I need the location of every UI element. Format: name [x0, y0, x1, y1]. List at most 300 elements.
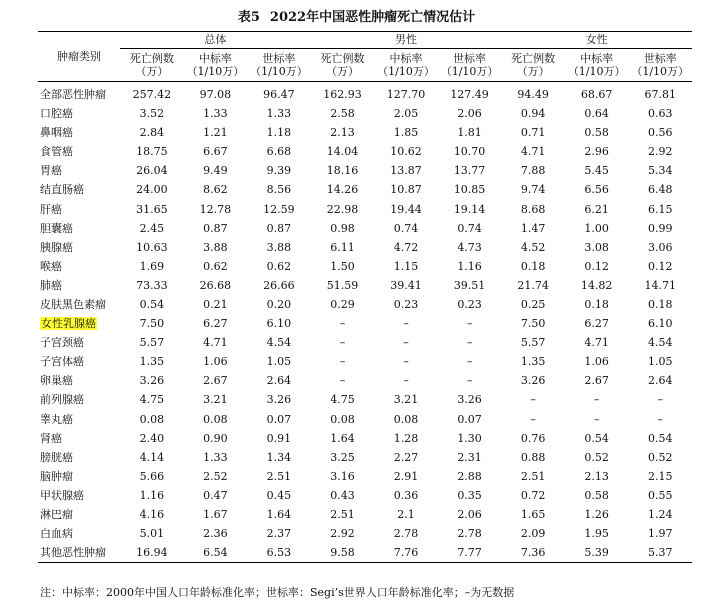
table-cell: 2.36	[203, 527, 228, 541]
table-cell: 4.73	[457, 240, 482, 254]
column-header-unit: （1/10万）	[440, 65, 499, 78]
table-cell: 12.78	[199, 202, 232, 216]
table-cell: 1.35	[139, 355, 165, 369]
table-cell: 0.20	[266, 297, 292, 311]
table-cell: 0.52	[584, 450, 609, 464]
column-header-unit: （1/10万）	[567, 65, 626, 78]
table-cell: 51.59	[326, 278, 359, 292]
table-cell: 0.52	[647, 450, 673, 464]
table-row	[38, 543, 692, 563]
row-label-text: 卵巢癌	[40, 374, 73, 388]
row-label-text: 鼻咽癌	[40, 126, 73, 140]
row-label-text: 食管癌	[40, 145, 73, 159]
table-cell: 14.82	[580, 278, 613, 292]
table-cell: 3.88	[203, 240, 228, 254]
table-cell: 5.57	[139, 336, 165, 350]
column-header	[311, 49, 375, 82]
table-cell: 2.52	[203, 469, 228, 483]
row-label	[38, 295, 120, 314]
table-cell: –	[530, 393, 536, 407]
table-cell: –	[657, 412, 663, 426]
table-cell: 2.88	[457, 469, 482, 483]
column-header-unit: （1/10万）	[631, 65, 690, 78]
table-cell: 0.23	[457, 297, 482, 311]
row-label	[38, 391, 120, 410]
table-row	[38, 219, 692, 238]
table-cell: 10.85	[453, 183, 486, 197]
table-cell: 3.25	[330, 450, 355, 464]
table-cell: 1.64	[266, 508, 292, 522]
table-cell: 2.27	[393, 450, 419, 464]
table-cell: 2.64	[266, 374, 292, 388]
table-cell: 26.68	[199, 278, 232, 292]
table-row	[38, 82, 692, 105]
table-cell: 1.95	[584, 527, 609, 541]
table-cell: 0.58	[584, 126, 609, 140]
table-cell: 5.45	[584, 164, 609, 178]
table-cell: 3.26	[520, 374, 546, 388]
table-cell: 68.67	[580, 87, 613, 101]
table-cell: 2.1	[397, 508, 415, 522]
column-header-metric: 世标率	[262, 51, 296, 65]
column-header-metric: 死亡例数	[320, 51, 365, 65]
row-label-text: 皮肤黑色素瘤	[40, 297, 106, 311]
table-caption-label: 表5	[237, 10, 260, 25]
table-cell: 1.67	[203, 508, 228, 522]
table-cell: 2.45	[139, 221, 165, 235]
table-row	[38, 410, 692, 429]
table-cell: 2.06	[457, 508, 482, 522]
row-label	[38, 429, 120, 448]
table-row	[38, 524, 692, 543]
table-cell: 0.64	[584, 107, 609, 121]
table-cell: 2.96	[584, 145, 609, 159]
table-cell: 73.33	[136, 278, 168, 292]
table-cell: –	[530, 412, 536, 426]
table-cell: –	[403, 317, 409, 331]
row-label	[38, 505, 120, 524]
table-cell: 7.77	[438, 543, 502, 563]
row-label	[38, 276, 120, 295]
table-cell: 1.05	[647, 355, 673, 369]
column-header-metric: 中标率	[198, 51, 232, 65]
table-cell: 2.09	[520, 527, 546, 541]
table-cell: 0.23	[393, 297, 419, 311]
row-label	[38, 333, 120, 352]
table-cell: 0.72	[520, 488, 546, 502]
table-cell: 0.21	[203, 297, 228, 311]
table-cell: 127.70	[386, 87, 426, 101]
table-cell: 0.12	[584, 259, 609, 273]
column-header	[184, 49, 248, 82]
table-cell: 3.21	[393, 393, 419, 407]
table-cell: –	[466, 355, 473, 369]
table-row	[38, 123, 692, 142]
table-cell: 1.18	[266, 126, 292, 140]
table-cell: 1.00	[584, 221, 609, 235]
table-cell: 39.51	[453, 278, 486, 292]
table-cell: 2.67	[203, 374, 228, 388]
table-row	[38, 180, 692, 199]
column-header-unit: （万）	[135, 65, 169, 78]
table-cell: 96.47	[263, 87, 295, 101]
table-cell: –	[403, 374, 409, 388]
table-cell: 19.44	[390, 202, 422, 216]
table-cell: 4.16	[139, 508, 165, 522]
table-cell: 0.08	[330, 412, 355, 426]
table-cell: 7.88	[520, 164, 546, 178]
table-footnote: 注：中标率：2000年中国人口年龄标准化率；世标率：Segi’s世界人口年龄标准化率；–为无数据	[40, 586, 515, 599]
row-label-text: 肾癌	[40, 431, 62, 445]
table-cell: 0.08	[203, 412, 228, 426]
column-header-metric: 死亡例数	[511, 51, 556, 65]
column-header	[374, 49, 438, 82]
row-label	[38, 219, 120, 238]
table-cell: 2.13	[584, 469, 609, 483]
table-cell: 9.39	[266, 164, 292, 178]
table-cell: 2.06	[457, 107, 482, 121]
row-label-text: 胰腺癌	[40, 240, 73, 254]
table-cell: –	[403, 355, 409, 369]
table-cell: 0.94	[520, 107, 546, 121]
table-cell: 257.42	[132, 87, 172, 101]
table-cell: 0.07	[266, 412, 292, 426]
table-cell: 0.99	[647, 221, 673, 235]
table-cell: –	[466, 317, 473, 331]
row-label-text: 结直肠癌	[40, 183, 84, 197]
table-cell: 6.67	[203, 145, 228, 159]
row-label	[38, 200, 120, 219]
row-label	[38, 82, 120, 105]
row-label-text: 胃癌	[40, 164, 62, 178]
row-label-text: 全部恶性肿瘤	[40, 87, 106, 101]
table-cell: 2.92	[647, 145, 673, 159]
table-cell: 2.84	[139, 126, 165, 140]
row-label-text: 淋巴瘤	[40, 508, 73, 522]
table-cell: 2.51	[266, 469, 292, 483]
table-row	[38, 200, 692, 219]
table-cell: 3.26	[139, 374, 165, 388]
row-label	[38, 142, 120, 161]
table-cell: 2.78	[393, 527, 419, 541]
table-cell: 8.62	[203, 183, 228, 197]
row-label	[38, 524, 120, 543]
table-cell: 6.11	[330, 240, 355, 254]
mortality-table	[38, 31, 692, 563]
table-cell: 31.65	[136, 202, 168, 216]
table-cell: 1.64	[330, 431, 355, 445]
row-label	[38, 467, 120, 486]
table-cell: 0.47	[203, 488, 228, 502]
table-cell: 4.71	[520, 145, 546, 159]
table-cell: 16.94	[120, 543, 184, 563]
table-cell: 1.30	[457, 431, 482, 445]
table-cell: 39.41	[390, 278, 422, 292]
row-label-text: 喉癌	[40, 259, 62, 273]
table-cell: 162.93	[323, 87, 362, 101]
table-cell: 26.66	[263, 278, 295, 292]
table-cell: 2.91	[393, 469, 419, 483]
table-cell: 1.33	[203, 450, 228, 464]
group-header-female: 女性	[501, 32, 692, 49]
table-cell: 13.77	[453, 164, 486, 178]
table-cell: 1.33	[203, 107, 228, 121]
table-cell: 3.16	[330, 469, 355, 483]
table-cell: 14.71	[644, 278, 676, 292]
table-cell: –	[466, 374, 473, 388]
table-cell: 0.07	[457, 412, 482, 426]
table-cell: –	[339, 355, 346, 369]
table-cell: 0.62	[266, 259, 292, 273]
table-cell: 8.56	[266, 183, 292, 197]
table-cell: 13.87	[390, 164, 422, 178]
table-cell: 0.08	[393, 412, 419, 426]
table-cell: 14.26	[326, 183, 359, 197]
table-caption	[0, 6, 713, 25]
table-cell: 18.75	[136, 145, 168, 159]
row-label	[38, 238, 120, 257]
column-header-unit: （1/10万）	[377, 65, 435, 78]
table-cell: 5.66	[139, 469, 165, 483]
row-label	[38, 104, 120, 123]
table-cell: 1.16	[457, 259, 482, 273]
table-row	[38, 276, 692, 295]
table-cell: –	[339, 374, 346, 388]
column-header	[247, 49, 311, 82]
column-header-unit: （1/10万）	[250, 65, 308, 78]
row-label	[38, 486, 120, 505]
table-cell: 8.68	[520, 202, 546, 216]
table-cell: 3.52	[139, 107, 165, 121]
column-header-metric: 世标率	[643, 51, 677, 65]
table-cell: 2.40	[139, 431, 165, 445]
table-row	[38, 257, 692, 276]
table-cell: 0.74	[393, 221, 419, 235]
table-row	[38, 333, 692, 352]
table-cell: 4.72	[393, 240, 419, 254]
table-cell: 1.65	[520, 508, 546, 522]
column-header	[120, 49, 184, 82]
table-cell: 0.25	[520, 297, 546, 311]
table-cell: 4.54	[647, 336, 673, 350]
table-cell: 0.18	[647, 297, 673, 311]
table-cell: 1.34	[266, 450, 292, 464]
table-cell: 21.74	[517, 278, 549, 292]
table-cell: 0.91	[266, 431, 292, 445]
table-row	[38, 161, 692, 180]
row-label-text: 甲状腺癌	[40, 488, 84, 502]
table-cell: 2.67	[584, 374, 609, 388]
table-cell: 2.92	[330, 527, 355, 541]
table-caption-title: 2022年中国恶性肿瘤死亡情况估计	[269, 10, 476, 25]
table-cell: 1.05	[266, 355, 292, 369]
table-cell: 127.49	[450, 87, 489, 101]
table-cell: 2.31	[457, 450, 482, 464]
table-cell: 2.64	[647, 374, 673, 388]
table-cell: 0.29	[330, 297, 355, 311]
table-cell: 1.35	[520, 355, 546, 369]
table-cell: 0.74	[457, 221, 482, 235]
table-cell: 6.68	[266, 145, 292, 159]
column-header	[628, 49, 692, 82]
row-label-text: 其他恶性肿瘤	[40, 546, 106, 560]
table-cell: 14.04	[326, 145, 359, 159]
table-cell: 2.37	[266, 527, 292, 541]
table-cell: 1.24	[647, 508, 673, 522]
row-label-text: 脑肿瘤	[40, 469, 73, 483]
table-cell: 2.05	[393, 107, 419, 121]
row-label	[38, 161, 120, 180]
table-row	[38, 104, 692, 123]
table-cell: 67.81	[644, 87, 676, 101]
table-row	[38, 505, 692, 524]
row-label-text: 前列腺癌	[40, 393, 84, 407]
column-header-unit: （万）	[325, 65, 359, 78]
table-cell: 3.08	[584, 240, 609, 254]
table-cell: 1.97	[647, 527, 673, 541]
table-cell: 10.70	[453, 145, 486, 159]
table-cell: –	[339, 336, 346, 350]
table-cell: 0.54	[139, 297, 165, 311]
table-cell: 18.16	[326, 164, 359, 178]
table-row	[38, 314, 692, 333]
table-row	[38, 238, 692, 257]
row-label	[38, 371, 120, 390]
group-header-total: 总体	[120, 32, 311, 49]
table-cell: 6.10	[647, 317, 673, 331]
table-row	[38, 295, 692, 314]
table-cell: 2.78	[457, 527, 482, 541]
table-cell: 0.55	[647, 488, 673, 502]
row-label-text: 胆囊癌	[40, 221, 73, 235]
table-cell: 2.51	[330, 508, 355, 522]
table-cell: 0.90	[203, 431, 228, 445]
row-label-text: 膀胱癌	[40, 450, 73, 464]
table-cell: 0.87	[266, 221, 292, 235]
table-cell: –	[657, 393, 663, 407]
table-cell: 1.06	[584, 355, 609, 369]
table-cell: 2.13	[330, 126, 355, 140]
table-cell: 1.33	[266, 107, 292, 121]
column-header	[565, 49, 629, 82]
table-cell: 5.01	[139, 527, 165, 541]
table-cell: 10.87	[390, 183, 422, 197]
row-label-highlighted: 女性乳腺癌	[41, 317, 96, 331]
table-cell: 0.12	[647, 259, 673, 273]
row-label	[38, 410, 120, 429]
table-cell: 5.39	[565, 543, 629, 563]
table-cell: –	[466, 336, 473, 350]
table-cell: 0.62	[203, 259, 228, 273]
table-cell: 0.36	[393, 488, 419, 502]
group-header-male: 男性	[311, 32, 502, 49]
row-label-text: 子宫体癌	[40, 355, 84, 369]
table-cell: 0.35	[457, 488, 482, 502]
row-label	[38, 352, 120, 371]
table-cell: 9.74	[520, 183, 546, 197]
table-cell: 94.49	[517, 87, 549, 101]
table-cell: 0.58	[584, 488, 609, 502]
table-cell: 2.15	[647, 469, 673, 483]
corner-header: 肿瘤类别	[38, 32, 120, 82]
table-cell: 1.81	[457, 126, 482, 140]
table-cell: 6.56	[584, 183, 609, 197]
table-cell: 1.47	[520, 221, 546, 235]
table-cell: 4.71	[584, 336, 609, 350]
table-cell: –	[593, 412, 600, 426]
table-cell: 6.27	[584, 317, 609, 331]
table-cell: 4.54	[266, 336, 292, 350]
row-label-text: 肺癌	[40, 278, 62, 292]
column-header-unit: （万）	[516, 65, 550, 78]
table-cell: 7.50	[139, 317, 165, 331]
row-label-text: 肝癌	[40, 202, 62, 216]
table-cell: 0.08	[139, 412, 165, 426]
column-header-metric: 中标率	[580, 51, 614, 65]
table-cell: 0.98	[330, 221, 355, 235]
table-cell: 6.21	[584, 202, 609, 216]
table-cell: 0.87	[203, 221, 228, 235]
table-cell: 5.34	[647, 164, 673, 178]
table-cell: 6.15	[647, 202, 673, 216]
table-cell: 6.54	[184, 543, 248, 563]
table-cell: 22.98	[326, 202, 359, 216]
table-cell: 1.69	[139, 259, 165, 273]
table-cell: 3.88	[266, 240, 292, 254]
table-cell: 1.15	[393, 259, 419, 273]
column-header	[501, 49, 565, 82]
table-cell: 1.16	[139, 488, 165, 502]
table-row	[38, 486, 692, 505]
table-cell: 0.88	[520, 450, 546, 464]
table-cell: 1.85	[393, 126, 419, 140]
table-cell: 4.71	[203, 336, 228, 350]
table-row	[38, 429, 692, 448]
row-label	[38, 257, 120, 276]
table-row	[38, 142, 692, 161]
row-label	[38, 543, 120, 563]
column-header-unit: （1/10万）	[186, 65, 245, 78]
table-cell: 0.56	[647, 126, 673, 140]
row-label-text: 白血病	[40, 527, 73, 541]
table-cell: 3.26	[266, 393, 292, 407]
table-cell: 6.10	[266, 317, 292, 331]
column-header-metric: 死亡例数	[129, 51, 174, 65]
table-cell: 7.36	[501, 543, 565, 563]
table-cell: 2.58	[330, 107, 355, 121]
table-cell: 4.52	[520, 240, 546, 254]
table-cell: 0.18	[520, 259, 546, 273]
table-cell: 4.75	[330, 393, 355, 407]
table-cell: 4.14	[139, 450, 165, 464]
table-cell: 3.06	[647, 240, 673, 254]
table-cell: 10.63	[136, 240, 168, 254]
table-cell: 6.53	[247, 543, 311, 563]
table-cell: 6.27	[203, 317, 228, 331]
table-cell: 0.54	[584, 431, 609, 445]
table-cell: 0.45	[266, 488, 292, 502]
table-cell: 3.21	[203, 393, 228, 407]
row-label	[38, 314, 120, 333]
row-label	[38, 123, 120, 142]
table-cell: 2.51	[520, 469, 546, 483]
table-cell: 97.08	[199, 87, 232, 101]
row-label	[38, 448, 120, 467]
table-cell: 1.28	[393, 431, 419, 445]
table-cell: 5.37	[628, 543, 692, 563]
table-cell: 9.58	[311, 543, 375, 563]
table-cell: 0.71	[520, 126, 546, 140]
